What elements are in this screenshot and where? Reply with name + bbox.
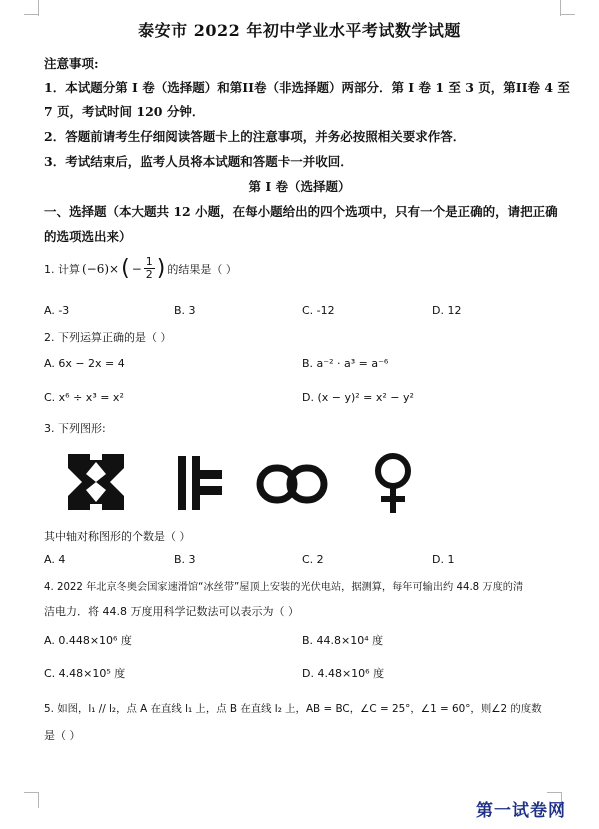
figure-pinwheel-icon: [68, 454, 124, 510]
crop-mark-top-right-vertical: [560, 0, 561, 16]
footer-logo: 第一试卷网: [476, 801, 566, 821]
question-3-option-a: A. 4: [44, 553, 66, 566]
question-3-option-c: C. 2: [302, 553, 324, 566]
question-4-option-d: D. 4.48×10⁶ 度: [302, 667, 385, 680]
question-4-line-1: 4. 2022 年北京冬奥会国家速滑馆“冰丝带”屋顶上安装的光伏电站，据测算，每年可输出约 44.8 万度的清: [44, 582, 524, 593]
crop-mark-bottom-left-vertical: [38, 792, 39, 808]
question-4-line-2: 洁电力．将 44.8 万度用科学记数法可以表示为（ ）: [44, 605, 299, 618]
page-title: 泰安市 2022 年初中学业水平考试数学试题: [138, 21, 461, 40]
question-1-fraction: [144, 256, 155, 281]
crop-mark-top-left: [24, 0, 38, 15]
question-2-stem: 2. 下列运算正确的是（ ）: [44, 331, 172, 344]
question-5-line-1: 5. 如图，l₁ // l₂，点 A 在直线 l₁ 上，点 B 在直线 l₂ 上，AB = BC，∠C = 25°，∠1 = 60°，则∠2 的度数: [44, 703, 542, 715]
part-1-heading-line-1: 一、选择题（本大题共 12 小题，在每小题给出的四个选项中，只有一个是正确的，请把正确: [44, 204, 558, 219]
question-4-option-a: A. 0.448×10⁶ 度: [44, 634, 132, 647]
minus-sign: −: [131, 261, 142, 276]
question-3-ask: 其中轴对称图形的个数是（ ）: [44, 530, 191, 543]
notice-item-1-line-2: 7 页，考试时间 120 分钟．: [44, 104, 205, 119]
question-1-option-c: C. -12: [302, 304, 335, 317]
left-paren-icon: (: [121, 256, 130, 281]
figure-venus-icon: [370, 452, 416, 514]
question-4-option-c: C. 4.48×10⁵ 度: [44, 667, 126, 680]
crop-mark-bottom-left: [24, 792, 38, 807]
question-1-expression: (−6)×: [82, 261, 120, 276]
fraction-denominator: 2: [145, 268, 153, 281]
question-4-option-b: B. 44.8×10⁴ 度: [302, 634, 384, 647]
question-1-option-b: B. 3: [174, 304, 196, 317]
fraction-numerator: 1: [145, 255, 153, 268]
question-5-line-2: 是（ ）: [44, 729, 81, 742]
figure-bracket-icon: [176, 456, 224, 510]
question-1-prefix: 1. 计算: [44, 262, 80, 276]
question-3-option-b: B. 3: [174, 553, 196, 566]
crop-mark-top-left-vertical: [38, 0, 39, 16]
question-3-option-d: D. 1: [432, 553, 455, 566]
question-2-option-a: A. 6x − 2x = 4: [44, 357, 125, 370]
notice-item-3: 3．考试结束后，监考人员将本试题和答题卡一并收回．: [44, 154, 353, 169]
question-2-option-d: D. (x − y)² = x² − y²: [302, 391, 414, 404]
question-1-option-a: A. -3: [44, 304, 70, 317]
part-1-heading-line-2: 的选项选出来）: [44, 229, 132, 244]
crop-mark-top-right: [561, 0, 575, 15]
question-3-stem: 3. 下列图形:: [44, 422, 106, 435]
right-paren-icon: ): [156, 256, 166, 281]
notice-item-1-line-1: 1．本试题分第 I 卷（选择题）和第II卷（非选择题）两部分．第 I 卷 1 至 3 页，第II卷 4 至: [44, 80, 570, 95]
section-title: 第 I 卷（选择题）: [248, 179, 351, 194]
question-1-stem: [44, 256, 237, 281]
notice-heading: 注意事项:: [44, 56, 99, 71]
question-1-suffix: 的结果是（ ）: [167, 262, 237, 276]
question-2-option-b: B. a⁻² · a³ = a⁻⁶: [302, 357, 389, 370]
question-1-option-d: D. 12: [432, 304, 462, 317]
question-2-option-c: C. x⁶ ÷ x³ = x²: [44, 391, 124, 404]
figure-chain-link-icon: [256, 462, 328, 506]
notice-item-2: 2．答题前请考生仔细阅读答题卡上的注意事项，并务必按照相关要求作答．: [44, 129, 466, 144]
